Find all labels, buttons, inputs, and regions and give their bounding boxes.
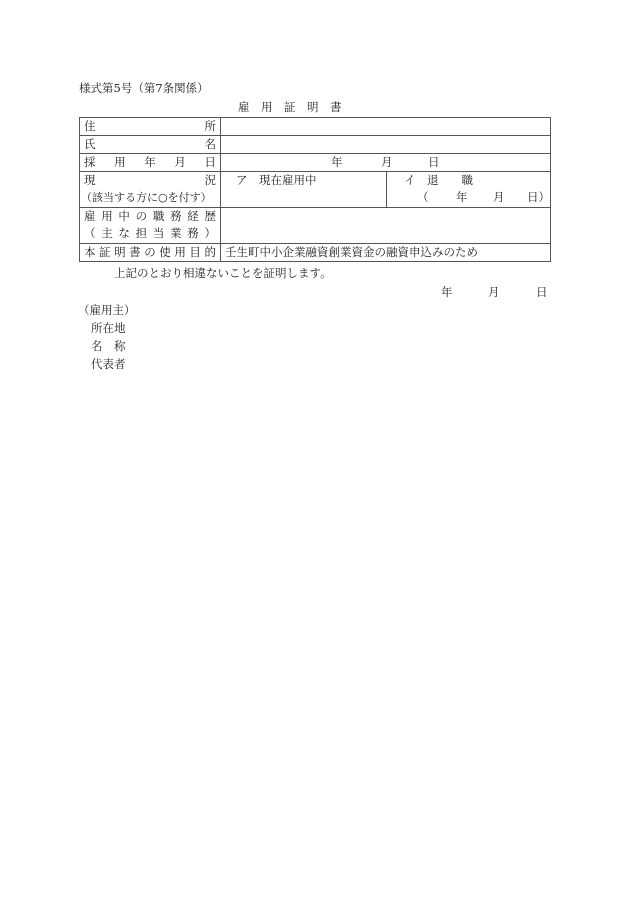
label-address: 住所	[80, 118, 221, 136]
row-purpose	[80, 244, 551, 262]
hire-day: 日	[428, 155, 440, 169]
field-address[interactable]	[221, 118, 551, 136]
certify-statement: 上記のとおり相違ないことを証明します。	[114, 266, 332, 280]
label-purpose: 本証明書の使用目的	[80, 244, 221, 262]
label-career	[80, 208, 221, 244]
retired-year: 年	[456, 190, 468, 204]
document-title: 雇 用 証 明 書	[238, 100, 342, 114]
date-month: 月	[488, 285, 500, 299]
label-status-main: 現況	[84, 173, 216, 187]
date-year: 年	[441, 285, 453, 299]
retired-month: 月	[493, 190, 505, 204]
employer-representative-label: 代表者	[91, 357, 126, 371]
employer-name-label: 名 称	[91, 339, 126, 353]
field-status	[221, 172, 551, 208]
field-hire-date[interactable]	[221, 154, 551, 172]
label-status	[80, 172, 221, 208]
row-career	[80, 208, 551, 244]
row-hire-date	[80, 154, 551, 172]
date-day: 日	[536, 285, 548, 299]
retired-day: 日）	[527, 190, 550, 204]
certificate-table	[79, 117, 551, 262]
row-status	[80, 172, 551, 208]
field-name[interactable]	[221, 136, 551, 154]
label-career-main: 雇用中の職務経歴	[84, 209, 216, 223]
label-status-note: （該当する方に○を付す）	[81, 191, 212, 204]
employer-location-label: 所在地	[91, 321, 126, 335]
field-purpose: 壬生町中小企業融資創業資金の融資申込みのため	[221, 244, 551, 262]
label-name: 氏名	[80, 136, 221, 154]
field-career[interactable]	[221, 208, 551, 244]
retired-open-paren: （	[417, 190, 429, 204]
employer-heading: （雇用主）	[78, 303, 136, 317]
hire-year: 年	[331, 155, 343, 169]
row-address	[80, 118, 551, 136]
option-retired[interactable]: イ 退 職	[404, 173, 473, 187]
hire-month: 月	[381, 155, 393, 169]
row-name	[80, 136, 551, 154]
form-number: 様式第5号（第7条関係）	[79, 81, 209, 95]
label-career-sub: （主な担当業務）	[84, 226, 216, 240]
label-hire-date: 採用年月日	[80, 154, 221, 172]
option-currently-employed[interactable]: ア 現在雇用中	[236, 173, 317, 187]
